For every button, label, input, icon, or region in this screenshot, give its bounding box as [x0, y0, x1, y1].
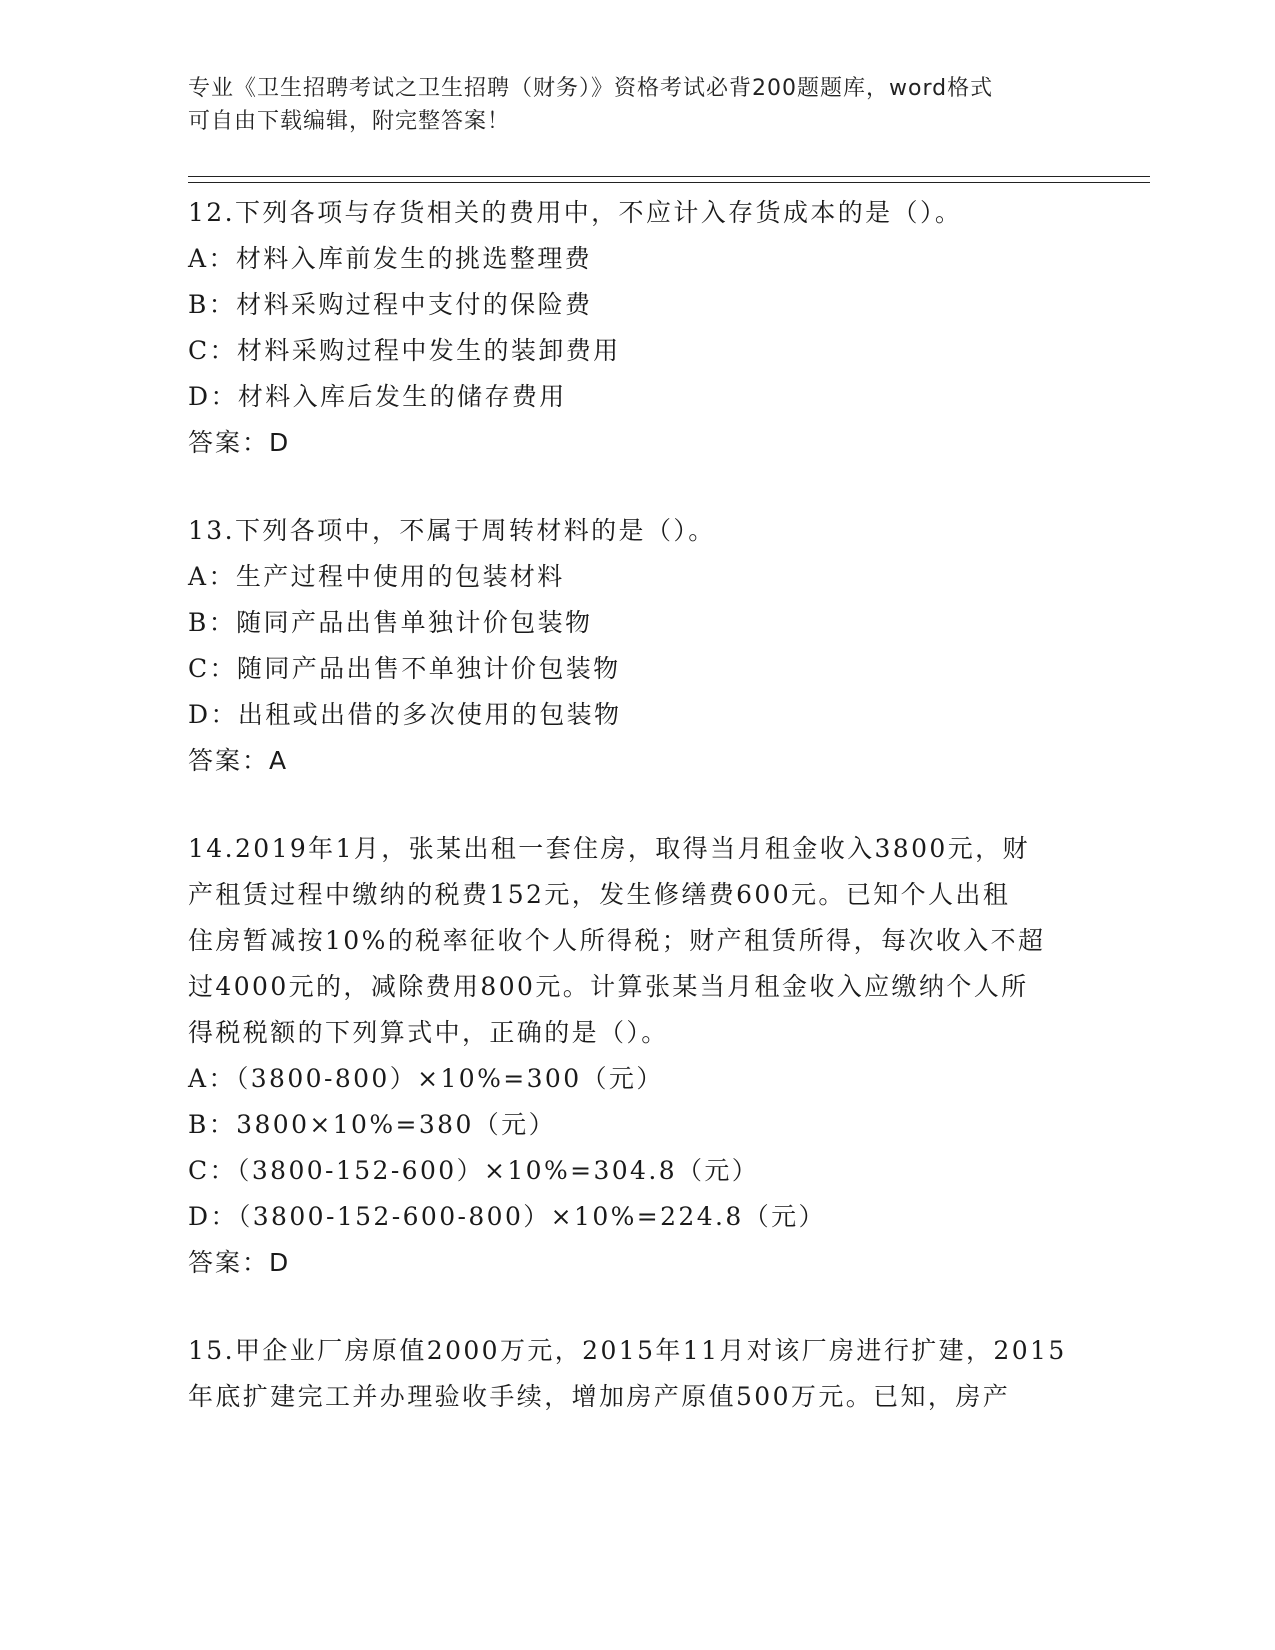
answer-line: 答案：D	[188, 428, 291, 457]
document-header	[188, 72, 1088, 138]
option-a: A：生产过程中使用的包装材料	[188, 562, 565, 591]
header-divider-bottom	[188, 182, 1150, 183]
header-line-2: 可自由下载编辑，附完整答案！	[188, 109, 511, 134]
question-stem-line-2: 产租赁过程中缴纳的税费152元，发生修缮费600元。已知个人出租	[188, 880, 1011, 909]
option-a: A：材料入库前发生的挑选整理费	[188, 244, 593, 273]
option-a: A：（3800-800）×10%=300（元）	[188, 1064, 664, 1093]
option-d: D：材料入库后发生的储存费用	[188, 382, 567, 411]
option-c: C：材料采购过程中发生的装卸费用	[188, 336, 621, 365]
question-stem: 12.下列各项与存货相关的费用中，不应计入存货成本的是（）。	[188, 198, 963, 227]
answer-line: 答案：A	[188, 746, 289, 775]
option-d: D：（3800-152-600-800）×10%=224.8（元）	[188, 1202, 826, 1231]
option-b: B：材料采购过程中支付的保险费	[188, 290, 593, 319]
question-stem-line-1: 14.2019年1月，张某出租一套住房，取得当月租金收入3800元，财	[188, 834, 1030, 863]
question-stem-line-5: 得税税额的下列算式中，正确的是（）。	[188, 1018, 669, 1047]
question-14	[188, 826, 1088, 1286]
question-stem-line-4: 过4000元的，减除费用800元。计算张某当月租金收入应缴纳个人所	[188, 972, 1029, 1001]
question-13	[188, 508, 1088, 784]
question-12	[188, 190, 1088, 466]
question-list	[188, 190, 1088, 1420]
option-d: D：出租或出借的多次使用的包装物	[188, 700, 622, 729]
header-line-1: 专业《卫生招聘考试之卫生招聘（财务）》资格考试必背200题题库，word格式	[188, 76, 994, 101]
question-stem-line-1: 15.甲企业厂房原值2000万元，2015年11月对该厂房进行扩建，2015	[188, 1336, 1067, 1365]
question-stem-line-3: 住房暂减按10%的税率征收个人所得税；财产租赁所得，每次收入不超	[188, 926, 1046, 955]
option-b: B：随同产品出售单独计价包装物	[188, 608, 593, 637]
option-b: B：3800×10%=380（元）	[188, 1110, 556, 1139]
answer-line: 答案：D	[188, 1248, 291, 1277]
header-divider-top	[188, 176, 1150, 177]
question-stem: 13.下列各项中，不属于周转材料的是（）。	[188, 516, 716, 545]
question-15	[188, 1328, 1088, 1420]
option-c: C：随同产品出售不单独计价包装物	[188, 654, 621, 683]
option-c: C：（3800-152-600）×10%=304.8（元）	[188, 1156, 760, 1185]
question-stem-line-2: 年底扩建完工并办理验收手续，增加房产原值500万元。已知，房产	[188, 1382, 1011, 1411]
